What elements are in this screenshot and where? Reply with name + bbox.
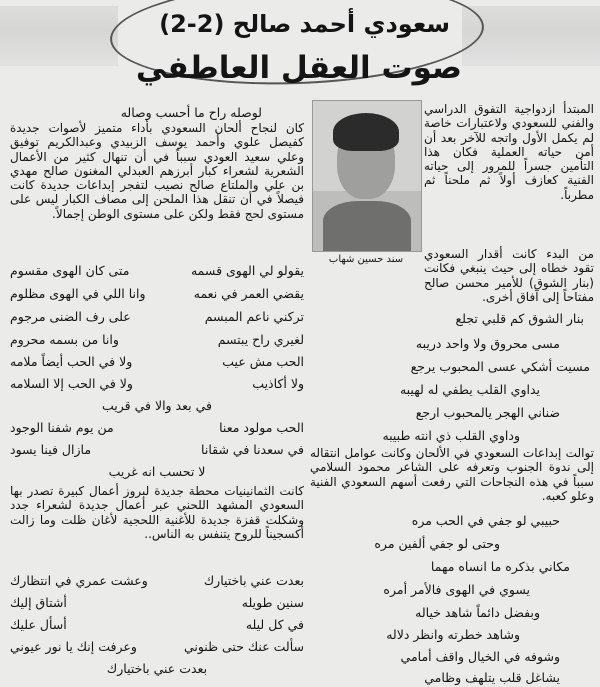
couplet-l7-b: من يوم شفنا الوجود [10,420,114,435]
verse-r4: يداوي القلب يطفي له لهيبه [399,382,540,397]
couplet-l10-a: سنين طويله [241,595,304,610]
couplet-l6-b: ولا في الحب إلا السلامه [10,376,133,391]
verse-r6: وداوي القلب ذي انته طبيبه [382,428,520,443]
couplet-l11-a: في كل ليله [245,617,304,632]
couplet-l12-b: وعرفت إنك يا نور عيوني [10,639,137,654]
couplet-l4-b: وانا من بسمه محروم [10,332,119,347]
couplet-l3-a: تركني ناعم المبسم [204,309,304,324]
couplet-l6-a: ولا أكاذيب [252,376,304,391]
verse-r3: مسيت أشكي عسى المحبوب يرجع [410,359,590,374]
couplet-l10-b: أشتاق إليك [10,595,67,610]
couplet-l2-a: يقضي العمر في نعمه [193,286,304,301]
center-l1: في بعد والا في قريب [101,398,213,413]
verse-r8: وحتى لو جفي ألفين مره [374,536,500,551]
verse-r13: وشوفه في الخيال واقف أمامي [400,649,560,664]
verse-r11: وبفضل دائماً شاهد خياله [415,605,540,620]
right-para3: توالت إبداعات السعودي في الألحان وكانت عوامل انتقاله إلى ندوة الجنوب وتعرفه على الشاعر محمود السلامي سبباً في هذه النجاحات التي رفعت أسهم السعودي الفنية وعلو كعبه. [310,446,594,503]
verse-r1: بنار الشوق كم قلبي تجلع [455,311,584,326]
verse-r9: مكاني بذكره ما انساه مهما [430,559,570,574]
verse-r7: حبيبي لو جفي في الحب مره [411,513,560,528]
verse-r2: مسى محروق ولا واحد دريبه [415,336,560,351]
couplet-l5-a: الحب مش عيب [222,354,304,369]
couplet-l1-a: يقولو لي الهوى قسمه [190,263,304,278]
couplet-l9-b: وعشت عمري في انتظارك [10,573,148,588]
headline-line1: سعودي أحمد صالح (2-2) [159,10,450,38]
left-para1: كان لنجاح ألحان السعودي بأداء متميز لأصوات جديدة كفيصل علوي وأحمد يوسف الزبيدي وعبدالكريم توفيق وعلي سعيد العودي سبباً في أن تنهال كثير من الأعمال الشعرية لشعراء كبار أبرزهم العبدلي المغنون صالح مهدي بن علي والملتاع صالح نصيب لتفجر إبداعات جديدة كانت فيصلاً في أن تنقل هذا الملحن إلى مصاف الكبار ليس على مستوى لحج فقط ولكن على مستوى الوطن إجمالاً. [10,121,304,221]
couplet-l7-a: الحب مولود معنا [219,420,304,435]
verse-r14: يشاغل قلب يتلهف وظامي [424,670,560,685]
photo-caption: سند حسين شهاب [328,254,404,265]
couplet-l5-b: ولا في الحب أيضاً ملامه [10,354,133,369]
headline-line2: صوت العقل العاطفي [135,50,462,86]
couplet-l12-a: سألت عنك حتى ظنوني [183,639,304,654]
couplet-l2-b: وانا اللي في الهوى مظلوم [10,286,146,301]
couplet-l11-b: أسأل عليك [10,617,67,632]
header-bleed-right [462,6,600,66]
center-l2: لا تحسب انه غريب [108,464,206,479]
couplet-l1-b: متى كان الهوى مقسوم [10,263,130,278]
couplet-l3-b: على رف الضنى مرجوم [10,309,131,324]
couplet-l4-a: لغيري راح يبتسم [217,332,304,347]
couplet-l8-a: في سعدنا في شقانا [201,442,304,457]
author-photo [312,100,422,252]
header-bleed-left [0,6,118,66]
couplet-l9-a: بعدت عني باختيارك [203,573,304,588]
right-intro: المبتدأ ازدواجية التفوق الدراسي والفني للسعودي ولاعتبارات خاصة لم يكمل الأول واتجه للآخر بعد أن أمن حياته العملية فكان هذا التأمين جسراً للمرور إلى حياته الفنية كعازف أولاً ثم ملحناً ثم مطرباً. [424,102,594,202]
verse-r5: ضناني الهجر يالمحبوب ارجع [415,405,560,420]
verse-r10: يسوي في الهوى فالأمر أمره [383,582,530,597]
couplet-l8-b: مازال فينا يسود [10,442,92,457]
left-subhead: لوصله راح ما أحسب وصاله [120,105,262,120]
closing-verse: بعدت عني باختيارك [106,661,208,676]
verse-r12: وشاهد خطرته وانظر دلاله [386,627,520,642]
author-photo-block [312,100,420,272]
left-para2: كانت الثمانينيات محطة جديدة لبروز أعمال كبيرة تصدر بها السعودي المشهد اللحني عبر أعمال جديدة لشعراء جدد وشكلت قفزة جديدة للأغنية اللحجية لأغان ظلت وما زالت أكسجيناً للروح يتنفس به الناس.. [10,484,304,541]
right-para2: من البدء كانت أقدار السعودي تقود خطاه إلى حيث ينبغي فكانت (بنار الشوق) للأمير محسن صالح مفتاحاً إلى آفاق أخرى. [424,247,594,304]
